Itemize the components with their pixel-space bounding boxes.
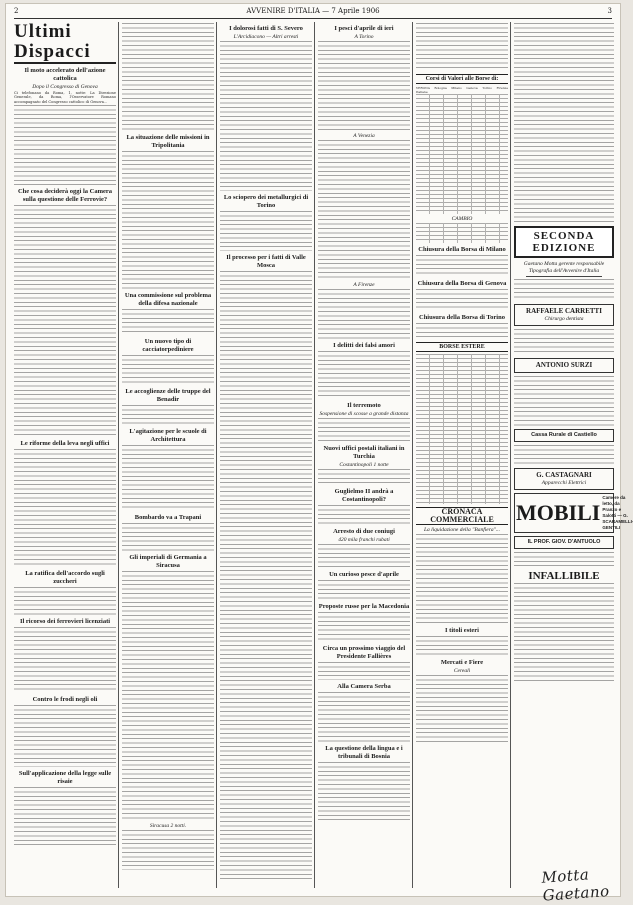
article-text [318,418,410,442]
article-text [318,469,410,485]
article-text [318,580,410,600]
article-subhead: A Firenze [353,282,375,288]
masthead-date: AVVENIRE D'ITALIA — 7 Aprile 1906 [246,7,380,15]
article-text [122,355,214,385]
table-section-label: CAMBIO [451,216,473,222]
article-text [318,289,410,339]
article-text [416,534,508,624]
foreign-exchanges-title: BORSE ESTERE [416,342,508,352]
advertisement-infallibile: INFALLIBILE [528,570,600,582]
column-2 [122,22,214,888]
ad-text [514,376,614,426]
article-text [122,151,214,289]
column-4 [318,22,410,888]
article-text [122,309,214,335]
foreign-exchanges-table [416,354,508,504]
divider [526,276,602,277]
article-subhead: 420 mila franchi rubati [338,537,390,543]
article-text [416,323,508,339]
article-text [416,675,508,745]
article-headline: Un curioso pesce d'aprile [329,571,399,578]
ad-title: G. CASTAGNARI [536,471,592,479]
article-text [318,544,410,568]
article-headline: Circa un prossimo viaggio del Presidente Fallières [322,645,406,660]
ad-text [514,552,614,568]
ad-title: RAFFAELE CARRETTI [526,307,602,315]
article-text [122,23,214,131]
article-headline: Il moto accelerato dell'azione cattolica [24,67,106,82]
article-subhead: L'Arcidiacono — Altri arresti [233,34,299,40]
article-subhead: Sospensione di scosse a grande distanza [319,411,409,417]
dateline: Siracusa 2 notti. [149,823,187,829]
article-headline: Chiusura della Borsa di Genova [417,280,507,287]
article-headline: L'agitazione per le scuole di Architettura [129,428,207,443]
article-text [122,571,214,821]
article-subhead: Costantinopoli 1 notte [339,462,389,468]
article-text [416,255,508,277]
article-text [14,105,116,185]
article-text [318,41,410,131]
article-text [318,612,410,642]
article-text [14,627,116,693]
article-headline: Contro le frodi negli oli [32,696,98,704]
article-text [318,505,410,525]
ad-title: MOBILI [516,500,601,525]
ad-text [514,583,614,683]
article-headline: Nuovi uffici postali italiani in Turchia [323,445,405,460]
article-text [416,23,508,71]
article-text [514,23,614,223]
article-text [122,445,214,511]
advertisement-dantuolo [514,536,614,549]
handwritten-signature: Motta Gaetano [540,865,611,905]
article-headline: Le riforme della leva negli uffici [20,440,110,448]
article-headline: Le accoglienze delle truppe del Benadir [125,388,211,403]
article-text [14,587,116,615]
article-text [318,351,410,399]
article-text [416,289,508,311]
article-subhead: Cereali [453,668,471,674]
ad-subtitle: Camere da letto, da Pranzo e Salotti — G. SCARAMELLI-GENTILI [602,495,633,530]
advertisement-castagnari [514,468,614,490]
article-text [122,830,214,870]
exchange-table [416,223,508,243]
editor-line: Gaetano Motta gerente responsabile [523,261,605,267]
article-text [318,692,410,742]
article-text [318,140,410,280]
article-headline: Guglielmo II andrà a Costantinopoli? [334,488,394,503]
article-headline: Chiusura della Borsa di Milano [418,246,506,253]
article-headline: Proposte russe per la Macedonia [318,603,410,610]
column-6 [514,22,633,888]
article-body: Ci telefonano da Roma, 1, notte: La Direzione Generale, da Roma, l'Osservatore Romano accompagnato del Congresso cattolico di Genova... [14,91,118,104]
article-headline: Bombardo va a Trapani [134,514,202,521]
advertisement-cassa-rurale [514,429,614,442]
article-headline: Il processo per i fatti di Valle Mosca [226,254,306,269]
commercial-section-title: CRONACA COMMERCIALE [416,507,508,525]
ad-text [514,445,614,465]
column-rule [314,22,315,888]
column-1 [14,22,116,888]
article-headline: I titoli esteri [445,627,479,634]
article-headline: Il terremoto [347,402,381,409]
article-headline: Gli imperiali di Germania a Siracusa [129,554,207,569]
article-headline: Una commissione sul problema della difesa nazionale [124,292,212,307]
article-headline: La questione della lingua e i tribunali di Bosnia [325,745,403,760]
article-headline: Arresto di due coniugi [333,528,395,535]
page-number-left: 2 [14,7,19,15]
running-header [14,7,612,19]
article-headline: Il ricorso dei ferrovieri licenziati [19,618,111,626]
article-headline: Mercati e Fiere [440,659,484,666]
article-subhead: A Venezia [353,133,375,139]
article-text [220,271,312,881]
ad-title: IL PROF. GIOV. D'ANTUOLO [527,539,601,545]
article-text [220,211,312,251]
stock-table-title: Corsi di Valori alle Borse di: [416,74,508,84]
second-edition-banner: SECONDA EDIZIONE [514,226,614,258]
ad-title: ANTONIO SURZI [535,361,593,369]
article-text [416,636,508,656]
stock-table-columns: VERONA Bologna Milano Genova Torino Firenze Italiane [416,86,510,94]
article-headline: Lo sciopero dei metallurgici di Torino [223,194,309,209]
article-headline: I pesci d'aprile di ieri [334,25,394,32]
ad-subtitle: Chirurgo dentista [544,316,584,322]
ad-title: Cassa Rurale di Castiello [531,432,597,438]
printer-line: Tipografia dell'Avvenire d'Italia [528,268,600,274]
article-text [14,787,116,847]
article-text [14,205,116,437]
section-title: Ultimi Dispacci [14,22,116,64]
column-rule [412,22,413,888]
column-rule [216,22,217,888]
article-text [14,705,116,767]
article-subhead: La liquidazione della "Banfiera"... [423,527,501,533]
ad-text [514,329,614,355]
advertisement-mobili [514,493,633,533]
article-text [14,449,116,567]
advertisement-carretti [514,304,614,326]
article-subhead: A Torino [354,34,374,40]
page-number-right: 3 [607,7,612,15]
article-text [122,405,214,425]
article-headline: Chiusura della Borsa di Torino [419,314,505,321]
article-headline: Alla Camera Serba [337,683,391,690]
column-5 [416,22,508,888]
article-headline: Che cosa deciderà oggi la Camera sulla questione delle Ferrovie? [17,188,113,204]
article-headline: I dolorosi fatti di S. Severo [229,25,303,32]
stock-table [416,94,508,214]
article-text [318,662,410,680]
article-headline: Sull'applicazione della legge sulle risaie [18,770,112,786]
column-3 [220,22,312,888]
article-text [122,523,214,551]
article-headline: Un nuovo tipo di cacciatorpediniere [142,338,194,353]
column-rule [510,22,511,888]
advertisement-surzi [514,358,614,373]
article-headline: La ratifica dell'accordo sugli zuccheri [25,570,105,586]
article-text [220,41,312,191]
article-headline: La situazione delle missioni in Tripolitania [126,134,210,149]
article-text [318,762,410,822]
article-headline: I delitti dei falsi amori [333,342,395,349]
ad-text [514,279,614,301]
article-subhead: Dopo il Congresso di Genova [32,84,98,90]
ad-subtitle: Apparecchi Elettrici [541,480,587,486]
column-rule [118,22,119,888]
newspaper-page [6,4,633,905]
